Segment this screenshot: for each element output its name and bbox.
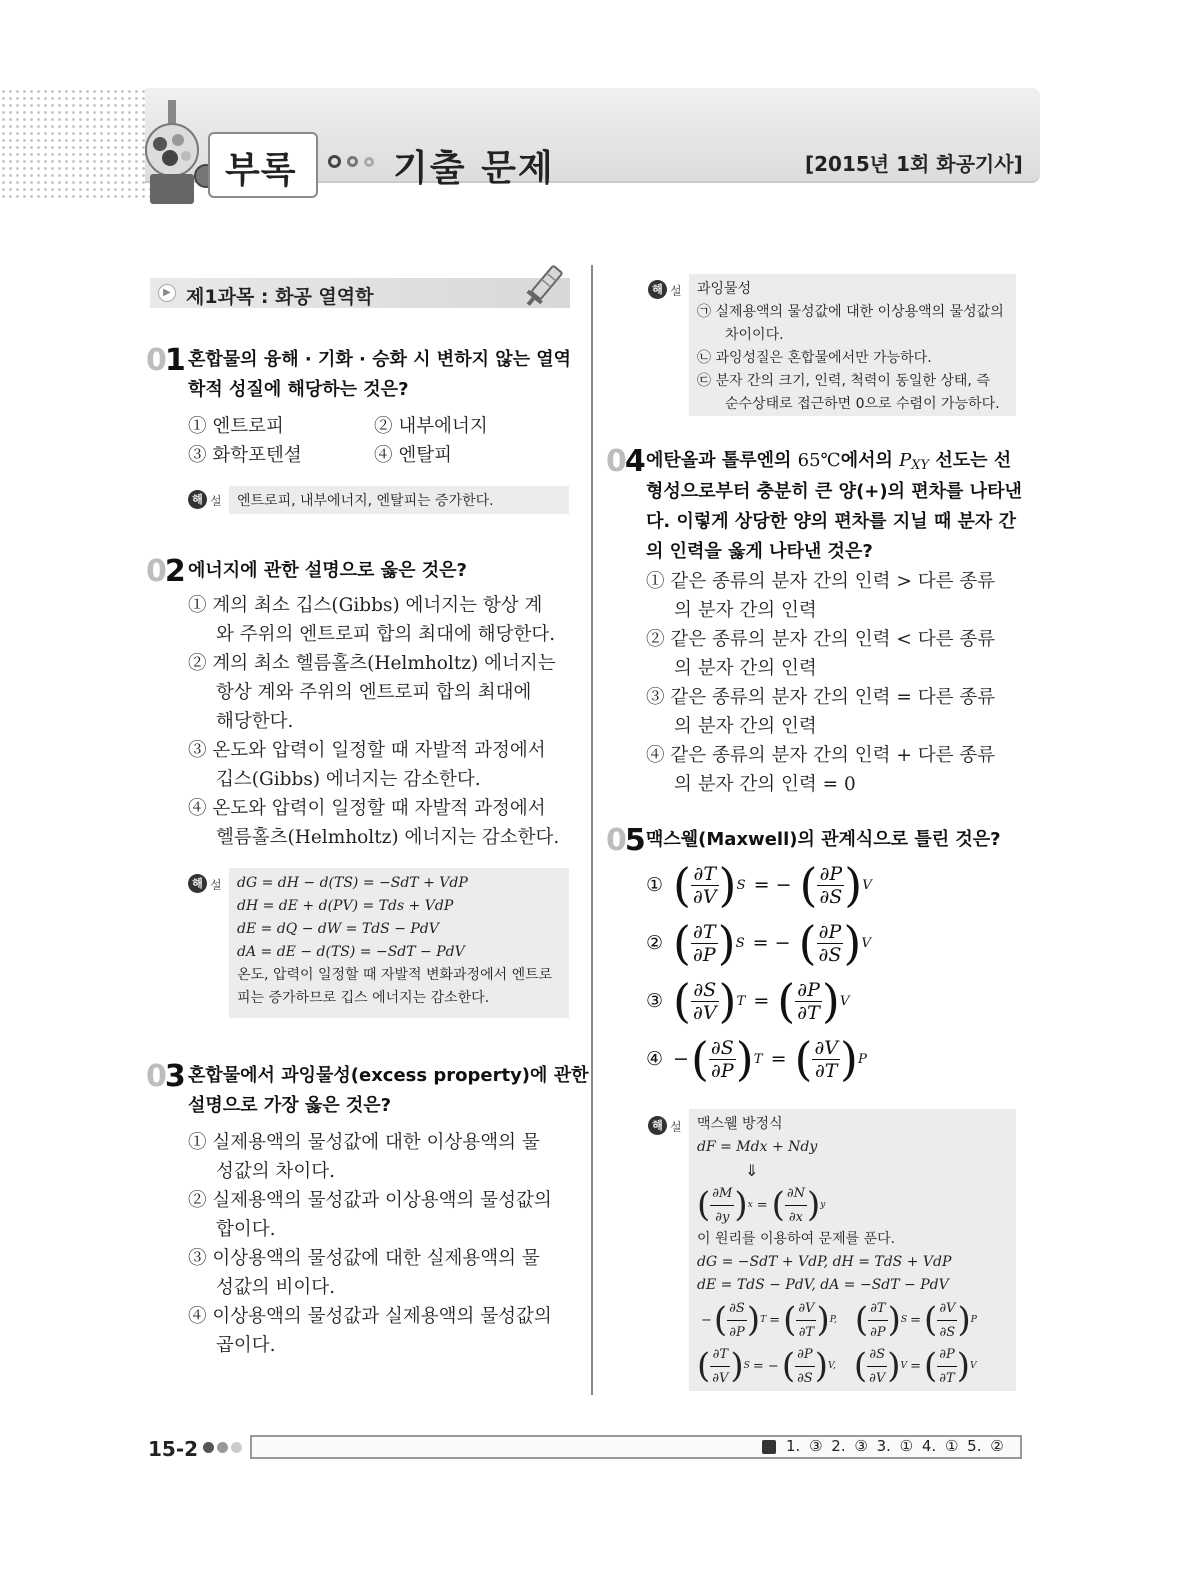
question-stem: 설명으로 가장 옳은 것은?: [188, 1095, 392, 1116]
option-continued: 의 분자 간의 인력: [674, 600, 817, 621]
option: ④ 온도와 압력이 일정할 때 자발적 과정에서: [188, 798, 546, 819]
column-divider: [591, 265, 593, 1395]
down-arrow-icon: ⇓: [745, 1161, 759, 1180]
explanation-box: [689, 1109, 1016, 1391]
explanation-text: 피는 증가하므로 깁스 에너지는 감소한다.: [237, 990, 490, 1006]
explanation-text: ㉢ 분자 간의 크기, 인력, 척력이 동일한 상태, 즉: [697, 373, 990, 389]
explanation-text: ㉠ 실제용액의 물성값에 대한 이상용액의 물성값의: [697, 304, 1004, 320]
explanation-icon: 해 설: [648, 280, 688, 300]
option-continued: 의 분자 간의 인력: [674, 716, 817, 737]
option-continued: 성값의 비이다.: [216, 1277, 335, 1298]
equation: dH = dE + d(PV) = Tds + VdP: [237, 898, 454, 914]
question-stem: 에탄올과 톨루엔의 65℃에서의 PXY 선도는 선: [646, 450, 1012, 473]
explanation-box: [229, 868, 569, 1018]
explanation-text: 이 원리를 이용하여 문제를 푼다.: [697, 1231, 896, 1247]
option: ③ 이상용액의 물성값에 대한 실제용액의 물: [188, 1248, 540, 1269]
question-stem: 혼합물의 융해 · 기화 · 승화 시 변하지 않는 열역: [188, 349, 572, 370]
title-dots-decoration: [328, 155, 374, 168]
option: ① 실제용액의 물성값에 대한 이상용액의 물: [188, 1132, 540, 1153]
question-stem: 에너지에 관한 설명으로 옳은 것은?: [188, 560, 467, 581]
option-continued: 깁스(Gibbs) 에너지는 감소한다.: [216, 769, 481, 790]
explanation-icon: 해 설: [188, 490, 228, 510]
equation: dF = Mdx + Ndy: [697, 1139, 818, 1155]
header-dot-pattern: [0, 88, 150, 198]
option: ② 같은 종류의 분자 간의 인력 < 다른 종류: [646, 629, 996, 650]
explanation-box: [689, 274, 1016, 416]
option: ② 내부에너지: [374, 416, 488, 437]
maxwell-option-3: ③ ( $\frac{\partial S}{\partial V}$ ) T = ( $\frac{\partial P}{\partial T}$ ) V: [646, 974, 850, 1028]
option: ④ 이상용액의 물성값과 실제용액의 물성값의: [188, 1306, 552, 1327]
equation: dG = −SdT + VdP, dH = TdS + VdP: [697, 1254, 952, 1270]
option-continued: 곱이다.: [216, 1335, 276, 1356]
option: ④ 엔탈피: [374, 445, 452, 466]
option-continued: 성값의 차이다.: [216, 1161, 335, 1182]
question-stem: 의 인력을 옳게 나타낸 것은?: [646, 541, 873, 562]
option: ② 계의 최소 헬름홀츠(Helmholtz) 에너지는: [188, 653, 556, 674]
chevron-right-icon: ▶: [158, 284, 176, 302]
explanation-text: 엔트로피, 내부에너지, 엔탈피는 증가한다.: [237, 493, 494, 509]
option: ① 엔트로피: [188, 416, 284, 437]
maxwell-option-4: ④ − ( $\frac{\partial S}{\partial P}$ ) T = ( $\frac{\partial V}{\partial T}$ ) P: [646, 1032, 867, 1086]
equation: − ( $\frac{\partial S}{\partial P}$ ) T = ( $\frac{\partial V}{\partial T}$ ) P, ( $\frac{\partial T}{\partial P}$ ) S = ( $\frac{\partial V}{\partial S}$ ) P: [697, 1297, 1008, 1343]
option-continued: 와 주위의 엔트로피 합의 최대에 해당한다.: [216, 624, 556, 645]
explanation-text: 온도, 압력이 일정할 때 자발적 변화과정에서 엔트로: [237, 967, 553, 983]
option: ② 실제용액의 물성값과 이상용액의 물성값의: [188, 1190, 552, 1211]
option-continued: 의 분자 간의 인력: [674, 658, 817, 679]
explanation-title: 맥스웰 방정식: [697, 1116, 783, 1132]
question-number: 02: [146, 554, 186, 589]
question-number: 04: [606, 444, 646, 479]
option: ③ 화학포텐셜: [188, 445, 302, 466]
option: ④ 같은 종류의 분자 간의 인력 + 다른 종류: [646, 745, 996, 766]
section-title: 제1과목 : 화공 열역학: [186, 286, 374, 308]
option: ③ 같은 종류의 분자 간의 인력 = 다른 종류: [646, 687, 996, 708]
question-stem: 학적 성질에 해당하는 것은?: [188, 379, 409, 400]
question-stem: 맥스웰(Maxwell)의 관계식으로 틀린 것은?: [646, 829, 1001, 850]
maxwell-option-2: ② ( $\frac{\partial T}{\partial P}$ ) S = − ( $\frac{\partial P}{\partial S}$ ) V: [646, 916, 871, 970]
option: ③ 온도와 압력이 일정할 때 자발적 과정에서: [188, 740, 546, 761]
explanation-title: 과잉물성: [697, 281, 752, 297]
explanation-text: ㉡ 과잉성질은 혼합물에서만 가능하다.: [697, 350, 932, 366]
equation: ( $\frac{\partial M}{\partial y}$ ) x = ( $\frac{\partial N}{\partial x}$ ) y: [697, 1182, 1008, 1228]
equation: dE = TdS − PdV, dA = −SdT − PdV: [697, 1277, 949, 1293]
syringe-icon: [518, 262, 568, 312]
maxwell-option-1: ① ( $\frac{\partial T}{\partial V}$ ) S = − ( $\frac{\partial P}{\partial S}$ ) V: [646, 858, 872, 912]
appendix-tag: 부록: [225, 150, 297, 191]
explanation-text: 순수상태로 접근하면 0으로 수렴이 가능하다.: [725, 396, 1000, 412]
option-continued: 헬름홀츠(Helmholtz) 에너지는 감소한다.: [216, 827, 560, 848]
page-number: 15-2: [148, 1437, 199, 1461]
footer-dots-decoration: [203, 1442, 242, 1453]
equation: ( $\frac{\partial T}{\partial V}$ ) S = − ( $\frac{\partial P}{\partial S}$ ) V, ( $\frac{\partial S}{\partial V}$ ) V = ( $\frac{\partial P}{\partial T}$ ) V: [697, 1343, 1008, 1389]
explanation-icon: 해 설: [188, 874, 228, 894]
question-number: 05: [606, 823, 646, 858]
question-number: 01: [146, 343, 186, 378]
question-stem: 형성으로부터 충분히 큰 양(+)의 편차를 나타낸: [646, 481, 1022, 502]
question-stem: 혼합물에서 과잉물성(excess property)에 관한: [188, 1065, 589, 1086]
explanation-box: [229, 486, 569, 514]
question-number: 03: [146, 1059, 186, 1094]
option-continued: 항상 계와 주위의 엔트로피 합의 최대에: [216, 682, 532, 703]
explanation-icon: 해 설: [648, 1116, 688, 1136]
exam-subtitle: [2015년 1회 화공기사]: [805, 152, 1023, 176]
equation: dA = dE − d(TS) = −SdT − PdV: [237, 944, 465, 960]
page-title: 기출 문제: [393, 148, 555, 189]
question-stem: 다. 이렇게 상당한 양의 편차를 지닐 때 분자 간: [646, 511, 1016, 532]
option-continued: 합이다.: [216, 1219, 276, 1240]
answer-icon: [762, 1440, 776, 1454]
option-continued: 해당한다.: [216, 711, 294, 732]
option: ① 계의 최소 깁스(Gibbs) 에너지는 항상 계: [188, 595, 543, 616]
option-continued: 의 분자 간의 인력 = 0: [674, 774, 856, 795]
equation: dG = dH − d(TS) = −SdT + VdP: [237, 875, 468, 891]
equation: dE = dQ − dW = TdS − PdV: [237, 921, 439, 937]
answer-key: 1. ③ 2. ③ 3. ① 4. ① 5. ②: [786, 1437, 1004, 1455]
option: ① 같은 종류의 분자 간의 인력 > 다른 종류: [646, 571, 996, 592]
explanation-text: 차이이다.: [725, 327, 784, 343]
